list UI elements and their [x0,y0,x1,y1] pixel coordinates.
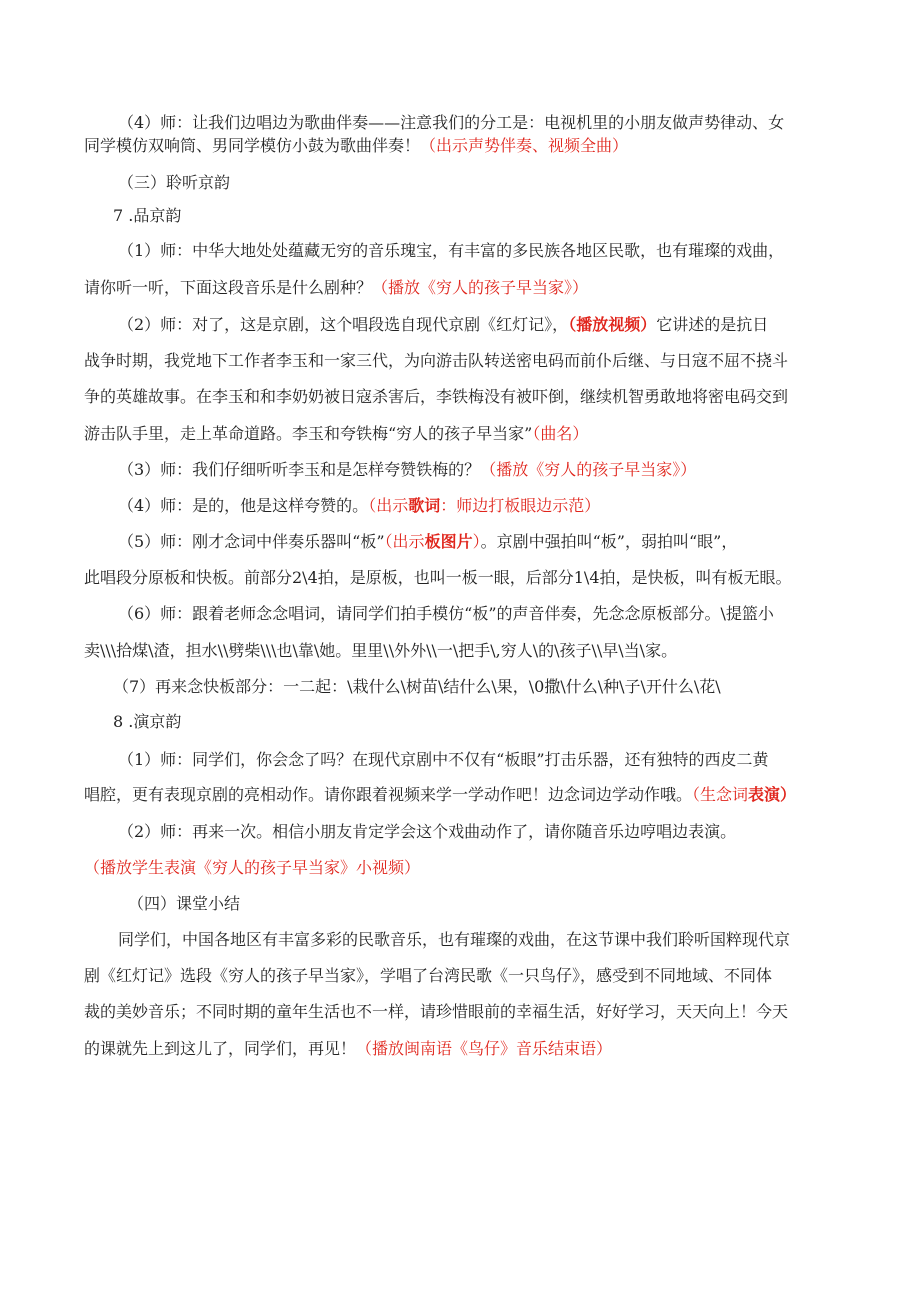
p5-line [118,495,878,517]
p7-lyrics: 卖\\\拾煤\渣，担水\\劈柴\\\也\靠\她。里里\\外外\\一\把手\,穷人\的\孩子\\早\当\家。 [84,641,678,660]
p11-line-2 [84,965,844,987]
p3-stage-note: （播放视频） [568,315,657,334]
p1-line-2 [84,135,844,157]
p10-line-2 [84,857,844,879]
item-7-heading: 7 .品京韵 [113,206,182,225]
p8-text: （7）再来念快板部分：一二起：\栽什么\树苗\结什么\果，\0撒\什么\种\子\开什么\花\ [113,677,721,696]
p6-text: （5）师：刚才念词中伴奏乐器叫“板” [118,532,385,551]
p11-line-4 [84,1038,844,1060]
p1-line-1 [118,112,838,134]
p10-line-1 [118,821,878,843]
p1-stage-note: （出示声势伴奏、视频全曲） [420,136,629,155]
p6-stage-note-b: ） [472,532,481,551]
p9-stage-note: （生念词 [692,785,749,804]
p7-line-2 [84,640,844,662]
p5-stage-note-a: （出示 [368,496,409,515]
p1-text: （4）师：让我们边唱边为歌曲伴奏——注意我们的分工是：电视机里的小朋友做声势律动、女 [118,113,785,132]
p2-line-1 [118,240,838,262]
p9-text: （1）师：同学们，你会念了吗？在现代京剧中不仅有“板眼”打击乐器，还有独特的西皮二黄 [118,750,769,769]
p6-line-1 [118,531,848,553]
p11-text-4: 的课就先上到这儿了，同学们，再见！ [84,1039,357,1058]
p11-text: 同学们，中国各地区有丰富多彩的民歌音乐，也有璀璨的戏曲，在这节课中我们聆听国粹现代京 [118,930,791,949]
p2-text: （1）师：中华大地处处蕴藏无穷的音乐瑰宝，有丰富的多民族各地区民歌，也有璀璨的戏曲， [118,241,785,260]
p8-line [113,676,873,698]
p7-text: （6）师：跟着老师念念唱词，请同学们拍手模仿“板”的声音伴奏，先念念原板部分。\提篮小 [118,604,774,623]
p3-text: （2）师：对了，这是京剧，这个唱段选自现代京剧《红灯记》， [118,315,569,334]
p2-line-2 [84,277,844,299]
p6-stage-note-a: （出示 [384,532,425,551]
p5-stage-note-b: ：师边打板眼边示范） [440,496,601,515]
p6-text-2: 此唱段分原板和快板。前部分2\4拍，是原板，也叫一板一眼，后部分1\4拍，是快板，叫有板无眼。 [84,568,792,587]
p3-text-3: 争的英雄故事。在李玉和和李奶奶被日寇杀害后，李铁梅没有被吓倒，继续机智勇敢地将密电码交到 [84,387,789,406]
p11-text-2: 剧《红灯记》选段《穷人的孩子早当家》，学唱了台湾民歌《一只鸟仔》，感受到不同地域、不同体 [84,966,773,985]
p4-stage-note: （播放《穷人的孩子早当家》） [480,460,697,479]
p4-line [118,459,878,481]
p9-stage-note-bold: 表演） [748,785,797,804]
p3-text-2: 战争时期，我党地下工作者李玉和一家三代，为向游击队转送密电码而前仆后继、与日寇不屈不挠斗 [84,351,789,370]
p4-text: （3）师：我们仔细听听李玉和是怎样夸赞铁梅的？ [118,460,481,479]
p11-text-3: 裁的美妙音乐；不同时期的童年生活也不一样，请珍惜眼前的幸福生活，好好学习，天天向上！今天 [84,1002,789,1021]
p11-line-1 [118,929,838,951]
p5-stage-note-bold: 歌词 [408,496,441,515]
p3-text-tail: 它讲述的是抗日 [656,315,769,334]
p1-text-cont: 同学模仿双响筒、男同学模仿小鼓为歌曲伴奏！ [84,136,421,155]
p2-stage-note: （播放《穷人的孩子早当家》） [372,278,589,297]
p6-line-2 [84,567,844,589]
p11-stage-note: （播放闽南语《鸟仔》音乐结束语） [356,1039,613,1058]
p6-text-tail: 。京剧中强拍叫“板”，弱拍叫“眼”， [480,532,738,551]
p3-text-4: 游击队手里，走上革命道路。李玉和夸铁梅“穷人的孩子早当家” [84,424,533,443]
p7-line-1 [118,603,838,625]
p10-stage-note: （播放学生表演《穷人的孩子早当家》小视频） [84,858,421,877]
section-4-heading: （四）课堂小结 [128,894,241,913]
p11-line-3 [84,1001,844,1023]
p3-line-1 [118,314,878,336]
section-3-heading: （三）聆听京韵 [118,173,231,192]
p2-text-cont: 请你听一听，下面这段音乐是什么剧种？ [84,278,373,297]
p10-text: （2）师：再来一次。相信小朋友肯定学会这个戏曲动作了，请你随音乐边哼唱边表演。 [118,822,737,841]
p9-text-2: 唱腔，更有表现京剧的亮相动作。请你跟着视频来学一学动作吧！边念词边学动作哦。 [84,785,693,804]
p3-line-4 [84,423,844,445]
p6-stage-note-bold: 板图片 [424,532,473,551]
p3-line-3 [84,386,844,408]
p3-line-2 [84,350,844,372]
p9-line-1 [118,749,838,771]
item-8-heading: 8 .演京韵 [113,712,182,731]
p3-song-name-note: （曲名） [532,424,589,443]
p5-text: （4）师：是的，他是这样夸赞的。 [118,496,369,515]
p9-line-2 [84,784,844,806]
